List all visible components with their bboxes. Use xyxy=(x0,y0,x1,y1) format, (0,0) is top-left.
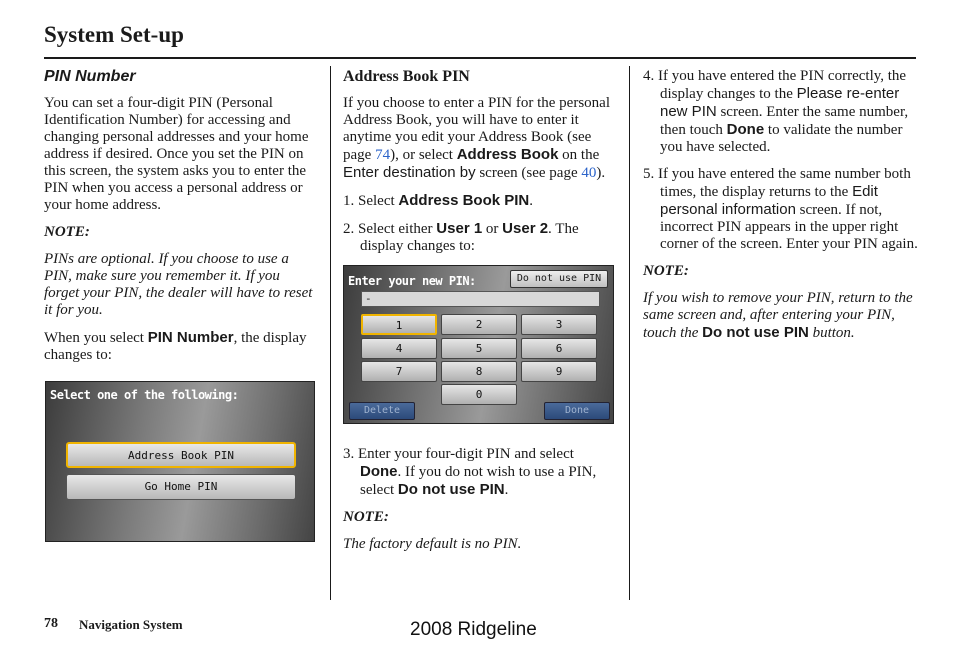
text-run: button. xyxy=(808,325,855,341)
keypad-key-8[interactable]: 8 xyxy=(441,361,517,382)
column-pin-number xyxy=(44,68,316,374)
pin-entry-field[interactable]: - xyxy=(361,291,600,307)
section-heading-address-book-pin: Address Book PIN xyxy=(343,68,470,85)
text-run: 2. Select either xyxy=(343,221,437,237)
note-text: PINs are optional. If you choose to use a PIN, make sure you remember it. If you forget your PIN, the dealer will have to reset it for you. xyxy=(44,251,313,318)
page-title: System Set-up xyxy=(44,22,184,47)
text-run: When you select xyxy=(44,330,148,346)
ui-term: Do not use PIN xyxy=(397,481,505,498)
address-book-pin-button[interactable]: Address Book PIN xyxy=(66,442,296,468)
ui-term: Do not use PIN xyxy=(702,324,809,341)
note-text: The factory default is no PIN. xyxy=(343,536,522,552)
keypad-key-5[interactable]: 5 xyxy=(441,338,517,359)
note-text xyxy=(643,290,918,342)
note-label: NOTE: xyxy=(343,509,389,525)
text-run: screen (see page xyxy=(475,165,582,181)
text-run: screen. Enter the same number, then touch xyxy=(660,104,909,138)
keypad-key-7[interactable]: 7 xyxy=(361,361,437,382)
keypad-key-4[interactable]: 4 xyxy=(361,338,437,359)
text-run: ), or select xyxy=(390,147,457,163)
keypad-key-9[interactable]: 9 xyxy=(521,361,597,382)
text-run: 1. Select xyxy=(343,193,399,209)
text-run: If you choose to enter a PIN for the personal Address Book, you will have to enter it anytime you edit your Address Book (see page xyxy=(343,95,610,163)
column-steps-continued xyxy=(643,68,918,352)
text-run: ). xyxy=(596,165,606,181)
ui-term: Done xyxy=(726,121,765,138)
step-2 xyxy=(343,220,618,255)
ui-term: User 2 xyxy=(502,220,549,237)
delete-button[interactable]: Delete xyxy=(349,402,415,420)
text-run: . xyxy=(504,482,509,498)
page-link-74[interactable]: 74 xyxy=(375,147,391,163)
done-button[interactable]: Done xyxy=(544,402,610,420)
text-run: 4. If you have entered the PIN correctly, the display changes to the xyxy=(643,68,907,102)
text-run: 3. Enter your four-digit PIN and select xyxy=(343,446,574,462)
when-select-paragraph xyxy=(44,329,316,364)
ui-term: Address Book PIN xyxy=(398,192,530,209)
text-run: to validate the number you have selected. xyxy=(660,122,903,155)
ui-term: Please re-enter new PIN xyxy=(660,85,900,120)
address-book-paragraph xyxy=(343,95,618,182)
text-run: 5. If you have entered the same number both times, the display returns to the xyxy=(643,166,911,200)
do-not-use-pin-button[interactable]: Do not use PIN xyxy=(510,270,608,288)
text-run: , the display changes to: xyxy=(44,330,307,363)
screen-select-pin-type xyxy=(45,381,315,542)
keypad-key-2[interactable]: 2 xyxy=(441,314,517,335)
step-3 xyxy=(343,446,618,499)
go-home-pin-button[interactable]: Go Home PIN xyxy=(66,474,296,500)
text-run: . If you do not wish to use a PIN, select xyxy=(360,464,597,498)
column-divider xyxy=(330,66,331,600)
text-run: . The display changes to: xyxy=(360,221,579,254)
step-1 xyxy=(343,192,618,210)
text-run: If you wish to remove your PIN, return to the same screen and, after entering your PIN, touch the xyxy=(643,290,913,341)
step-5 xyxy=(643,166,918,253)
text-run: screen. If not, incorrect PIN appears in the upper right corner of the screen. Enter your PIN again. xyxy=(660,202,918,252)
note-label: NOTE: xyxy=(44,224,90,240)
screen-enter-new-pin xyxy=(343,265,614,424)
text-run: . xyxy=(529,193,534,209)
ui-term: Address Book xyxy=(456,146,559,163)
pin-intro-paragraph: You can set a four-digit PIN (Personal Identification Number) for accessing and changing personal addresses and your home address if desired. Once you set the PIN on this screen, the system asks you to enter the PIN when you access a personal address or your home address. xyxy=(44,95,309,213)
ui-term: User 1 xyxy=(436,220,483,237)
screen-title: Select one of the following: xyxy=(50,388,239,402)
column-divider xyxy=(629,66,630,600)
watermark: 2008 Ridgeline xyxy=(410,619,537,640)
ui-term: Done xyxy=(360,463,398,480)
manual-title: Navigation System xyxy=(79,617,183,632)
ui-term: PIN Number xyxy=(147,329,234,346)
page-link-40[interactable]: 40 xyxy=(581,165,597,181)
page-number: 78 xyxy=(44,616,58,631)
ui-term: Enter destination by xyxy=(343,164,476,181)
step-4 xyxy=(643,68,918,156)
keypad-key-1[interactable]: 1 xyxy=(361,314,437,335)
keypad-key-0[interactable]: 0 xyxy=(441,384,517,405)
screen-title: Enter your new PIN: xyxy=(348,274,476,288)
note-label: NOTE: xyxy=(643,263,689,279)
keypad-key-3[interactable]: 3 xyxy=(521,314,597,335)
text-run: or xyxy=(482,221,503,237)
section-heading-pin-number: PIN Number xyxy=(44,68,136,85)
keypad-key-6[interactable]: 6 xyxy=(521,338,597,359)
text-run: on the xyxy=(558,147,600,163)
title-rule xyxy=(44,57,916,59)
ui-term: Edit personal information xyxy=(660,183,878,218)
